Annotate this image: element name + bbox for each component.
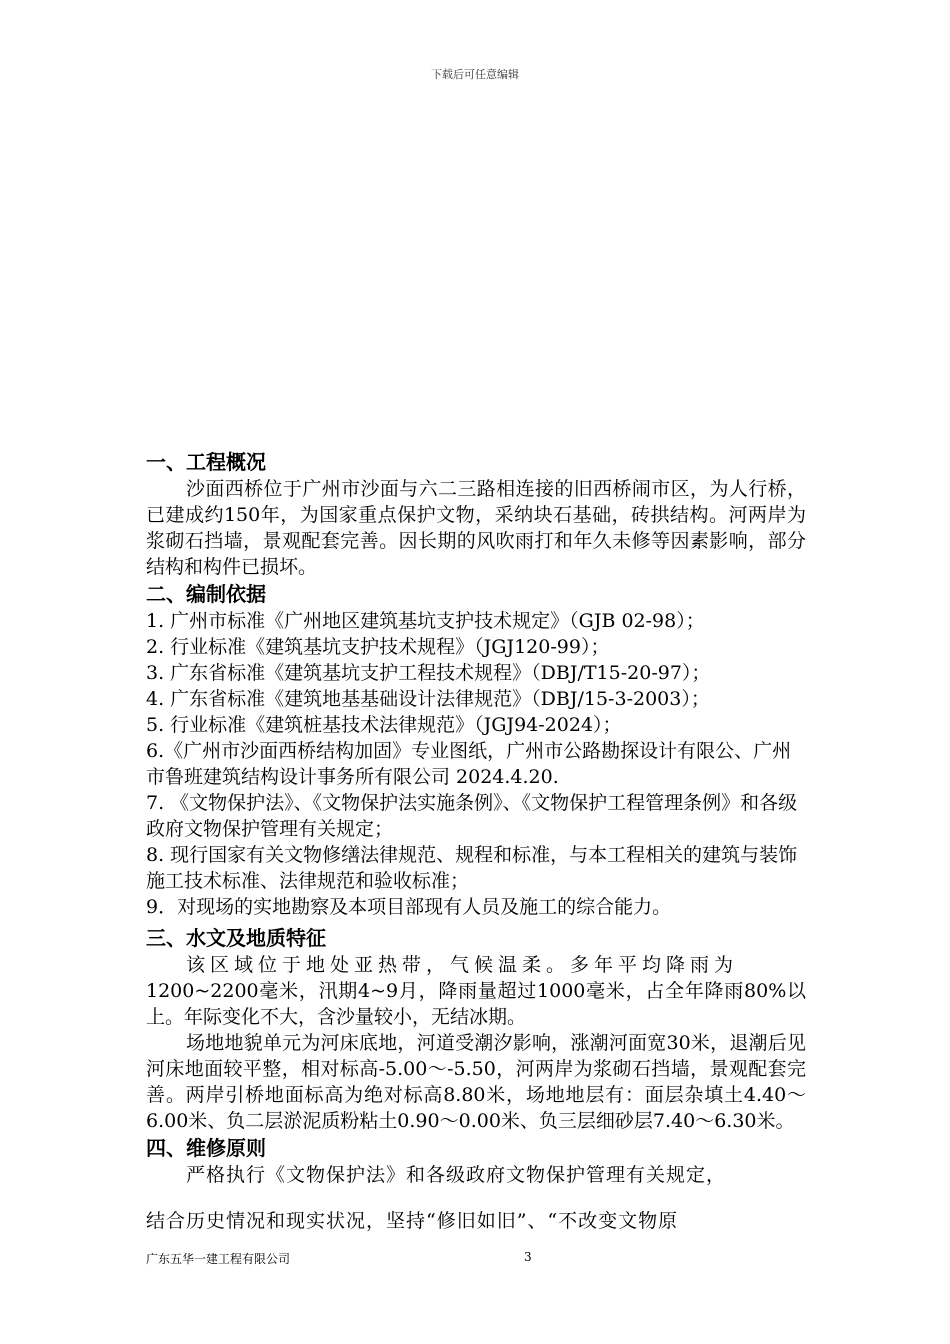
list-item: 6.《广州市沙面西桥结构加固》专业图纸，广州市公路勘探设计有限公、广州市鲁班建筑结构设计事务所有限公司 2024.4.20. — [146, 740, 792, 788]
section-heading: 二、编制依据 — [146, 582, 266, 606]
section-basis — [146, 580, 806, 920]
document-body — [146, 448, 806, 1242]
paragraph-line: 结合历史情况和现实状况，坚持“修旧如旧”、“不改变文物原 — [146, 1210, 679, 1232]
section-heading: 三、水文及地质特征 — [146, 926, 326, 950]
section-project-overview — [146, 448, 806, 580]
header-note: 下载后可任意编辑 — [431, 68, 519, 81]
section-repair-principles — [146, 1134, 806, 1242]
paragraph: 1200~2200毫米，汛期4~9月，降雨量超过1000毫米，占全年降雨80%以上。年际变化不大，含沙量较小，无结冰期。 — [146, 980, 806, 1028]
section-hydro-geology — [146, 924, 806, 1134]
list-item: 5. 行业标准《建筑桩基技术法律规范》（JGJ94-2024）； — [146, 714, 622, 736]
paragraph: 沙面西桥位于广州市沙面与六二三路相连接的旧西桥闹市区，为人行桥，已建成约150年，为国家重点保护文物，采纳块石基础，砖拱结构。河两岸为浆砌石挡墙，景观配套完善。因长期的风吹雨打和年久未修等因素影响，部分结构和构件已损坏。 — [146, 478, 806, 578]
list-item: 9．对现场的实地勘察及本项目部现有人员及施工的综合能力。 — [146, 896, 672, 918]
paragraph: 场地地貌单元为河床底地，河道受潮汐影响，涨潮河面宽30米，退潮后见河床地面较平整，相对标高-5.00～-5.50，河两岸为浆砌石挡墙，景观配套完善。两岸引桥地面标高为绝对标高8.80米，场地地层有：面层杂填土4.40～6.00米、负二层淤泥质粉粘土0.90～0.00米、负三层细砂层7.40～6.30米。 — [146, 1032, 806, 1132]
footer-company: 广东五华一建工程有限公司 — [146, 1252, 291, 1266]
list-item: 2. 行业标准《建筑基坑支护技术规程》（JGJ120-99）； — [146, 636, 610, 658]
list-item: 1. 广州市标准《广州地区建筑基坑支护技术规定》（GJB 02-98）； — [146, 610, 705, 632]
list-item: 4. 广东省标准《建筑地基基础设计法律规范》（DBJ/15-3-2003）； — [146, 688, 710, 710]
section-heading: 四、维修原则 — [146, 1136, 266, 1160]
section-heading: 一、工程概况 — [146, 450, 266, 474]
page-number: 3 — [524, 1250, 532, 1264]
paragraph-line: 严格执行《文物保护法》和各级政府文物保护管理有关规定， — [186, 1164, 727, 1186]
list-item: 3. 广东省标准《建筑基坑支护工程技术规程》（DBJ/T15-20-97）； — [146, 662, 711, 684]
list-item: 7. 《文物保护法》、《文物保护法实施条例》、《文物保护工程管理条例》和各级政府文物保护管理有关规定； — [146, 792, 798, 840]
paragraph-lead: 该区域位于地处亚热带，气候温柔。多年平均降雨为 — [186, 954, 739, 976]
list-item: 8. 现行国家有关文物修缮法律规范、规程和标准，与本工程相关的建筑与装饰施工技术标准、法律规范和验收标准； — [146, 844, 798, 892]
